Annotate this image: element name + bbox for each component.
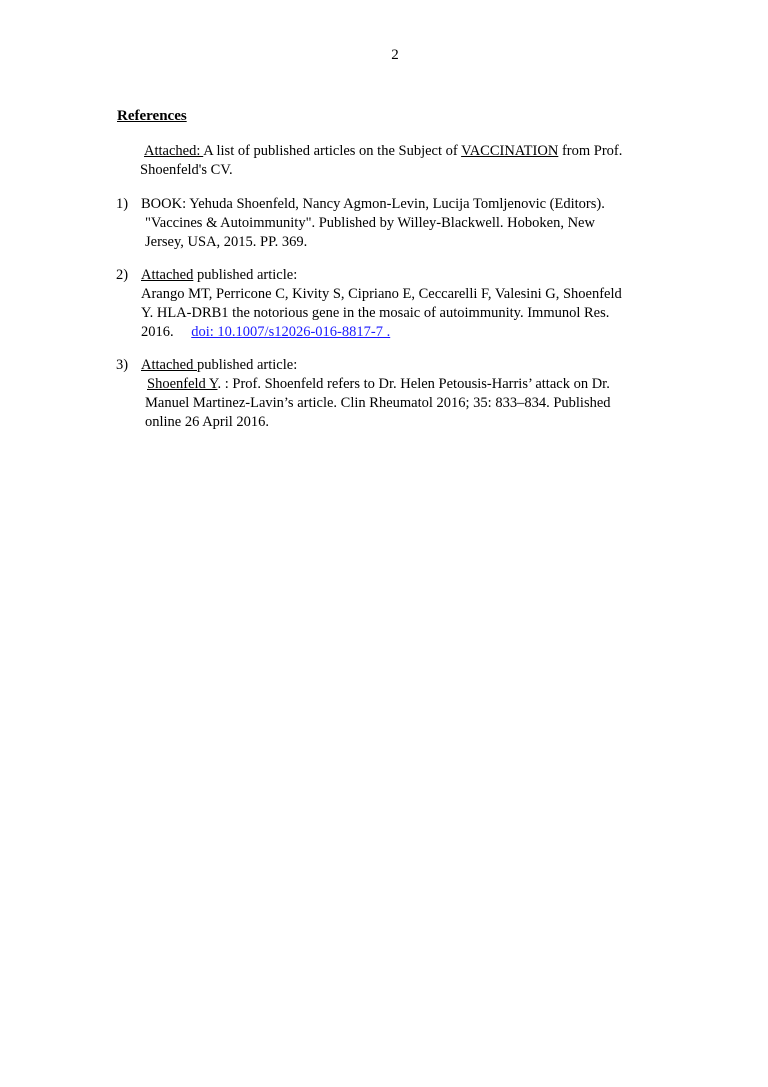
ref1-line-3: Jersey, USA, 2015. PP. 369. xyxy=(145,234,308,250)
ref2-line-4 xyxy=(141,323,390,342)
ref2-attached: Attached xyxy=(141,267,194,283)
ref3-line-4: online 26 April 2016. xyxy=(145,414,270,430)
ref3-line-2-tail: . : Prof. Shoenfeld refers to Dr. Helen Petousis-Harris’ attack on Dr. xyxy=(217,376,610,392)
intro-text: A list of published articles on the Subject of xyxy=(203,143,462,159)
ref3-author: Shoenfeld Y xyxy=(147,376,218,392)
page-number: 2 xyxy=(391,47,399,63)
ref2-number: 2) xyxy=(116,267,129,283)
ref1-line-1: BOOK: Yehuda Shoenfeld, Nancy Agmon-Levin, Lucija Tomljenovic (Editors). xyxy=(141,196,605,212)
ref2-year: 2016. xyxy=(141,324,174,340)
ref3-line-1-tail: published article: xyxy=(196,357,298,373)
ref3-line-1 xyxy=(141,356,297,375)
intro-tail: from Prof. xyxy=(558,143,623,159)
intro-line-2: Shoenfeld's CV. xyxy=(140,162,233,178)
references-heading: References xyxy=(117,108,187,124)
ref2-line-3: Y. HLA-DRB1 the notorious gene in the mosaic of autoimmunity. Immunol Res. xyxy=(141,305,610,321)
ref3-line-2 xyxy=(147,375,610,394)
vaccination-word: VACCINATION xyxy=(461,143,559,159)
ref2-doi-link[interactable]: doi: 10.1007/s12026-016-8817-7 . xyxy=(191,324,391,340)
ref2-line-1-tail: published article: xyxy=(193,267,298,283)
ref3-number: 3) xyxy=(116,357,129,373)
ref3-attached: Attached xyxy=(141,357,197,373)
attached-label: Attached: xyxy=(144,143,204,159)
ref3-line-3: Manuel Martinez-Lavin’s article. Clin Rheumatol 2016; 35: 833–834. Published xyxy=(145,395,611,411)
intro-line-1 xyxy=(144,142,622,161)
ref2-line-2: Arango MT, Perricone C, Kivity S, Cipriano E, Ceccarelli F, Valesini G, Shoenfeld xyxy=(141,286,622,302)
ref1-number: 1) xyxy=(116,196,129,212)
ref2-line-1 xyxy=(141,266,297,285)
ref1-line-2: "Vaccines & Autoimmunity". Published by Willey-Blackwell. Hoboken, New xyxy=(145,215,595,231)
